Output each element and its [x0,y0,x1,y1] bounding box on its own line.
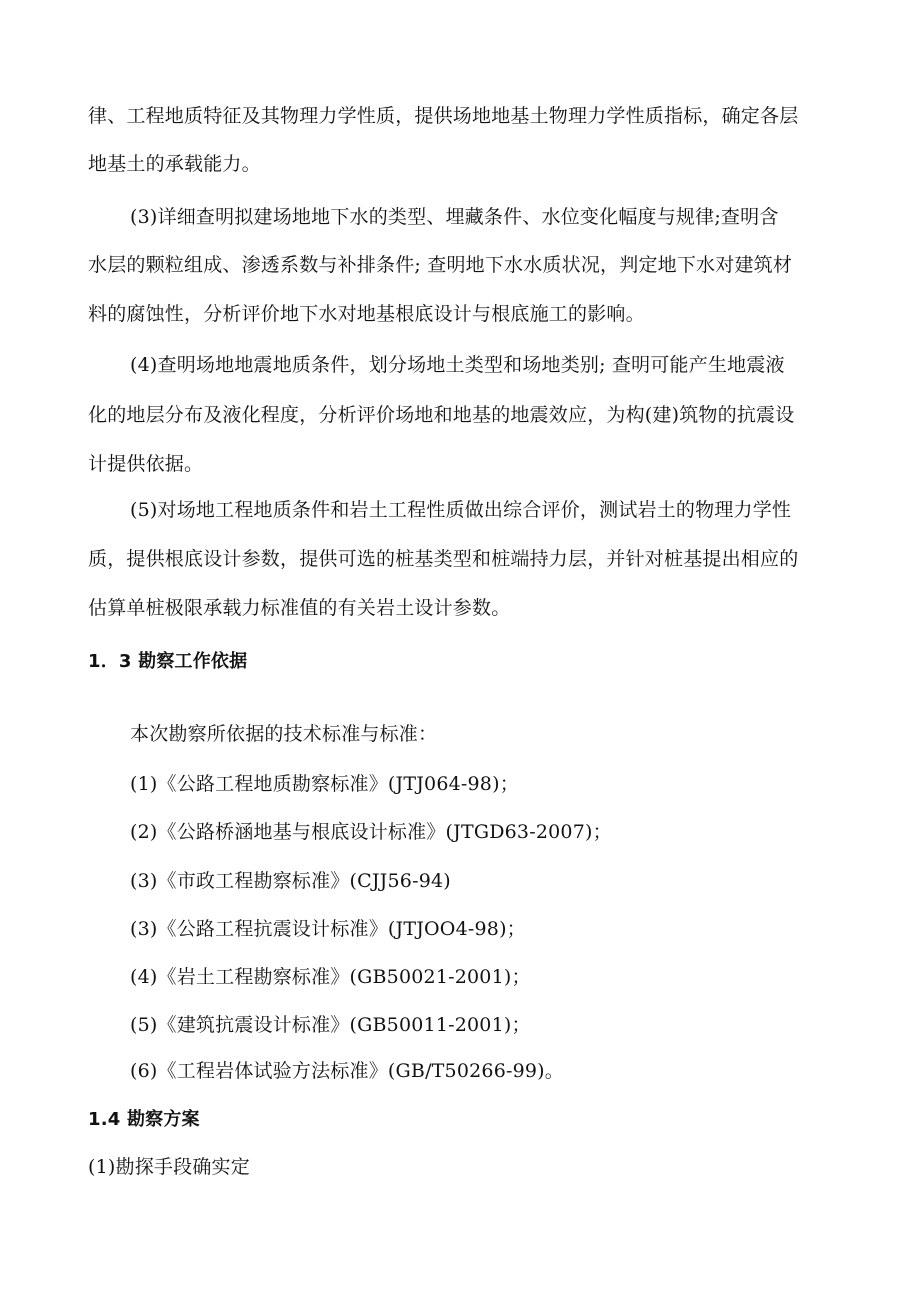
section-intro: 本次勘察所依据的技术标准与标准： [130,723,438,745]
section-heading-1-4: 1.4 勘察方案 [88,1109,200,1130]
body-text-line: 质，提供根底设计参数，提供可选的桩基类型和桩端持力层，并针对桩基提出相应的 [88,548,799,570]
body-text-line: 化的地层分布及液化程度，分析评价场地和地基的地震效应，为构(建)筑物的抗震设 [88,404,795,426]
body-text-line: 水层的颗粒组成、渗透系数与补排条件; 查明地下水水质状况，判定地下水对建筑材 [88,254,793,276]
body-text-line: (4)查明场地地震地质条件，划分场地土类型和场地类别; 查明可能产生地震液 [130,354,785,376]
section-heading-1-3: 1．3 勘察工作依据 [88,651,248,672]
body-text-line: 地基土的承载能力。 [88,153,261,175]
body-text-line: (3)详细查明拟建场地地下水的类型、埋藏条件、水位变化幅度与规律;查明含 [130,206,779,228]
body-text-line: 估算单桩极限承载力标准值的有关岩土设计参数。 [88,597,511,619]
subsection-text: (1)勘探手段确实定 [88,1156,250,1178]
standard-list-item: (4)《岩土工程勘察标准》(GB50021-2001)； [130,966,531,988]
standard-list-item: (6)《工程岩体试验方法标准》(GB/T50266-99)。 [130,1060,564,1082]
standard-list-item: (3)《公路工程抗震设计标准》(JTJOO4-98)； [130,918,526,940]
standard-list-item: (2)《公路桥涵地基与根底设计标准》(JTGD63-2007)； [130,821,612,843]
standard-list-item: (3)《市政工程勘察标准》(CJJ56-94) [130,870,451,892]
body-text-line: 料的腐蚀性，分析评价地下水对地基根底设计与根底施工的影响。 [88,303,645,325]
standard-list-item: (5)《建筑抗震设计标准》(GB50011-2001)； [130,1014,531,1036]
body-text-line: 计提供依据。 [88,453,204,475]
body-text-line: (5)对场地工程地质条件和岩土工程性质做出综合评价，测试岩土的物理力学性 [130,499,792,521]
body-text-line: 律、工程地质特征及其物理力学性质，提供场地地基土物理力学性质指标，确定各层 [88,105,799,127]
standard-list-item: (1)《公路工程地质勘察标准》(JTJ064-98)； [130,773,519,795]
